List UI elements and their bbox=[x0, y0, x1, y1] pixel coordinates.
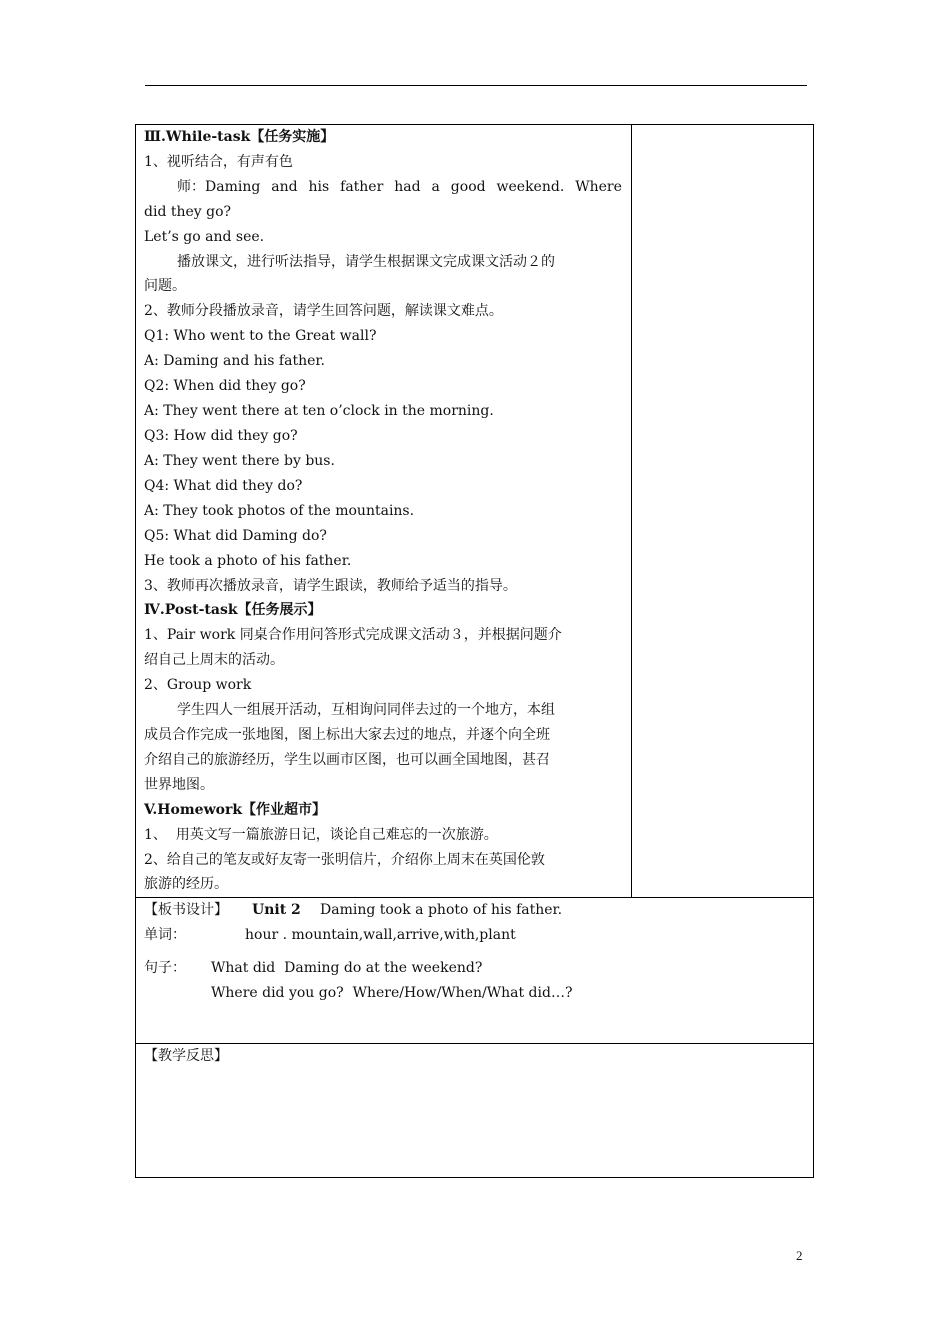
while-task-line: 播放课文，进行听法指导，请学生根据课文完成课文活动２的 bbox=[177, 254, 555, 270]
board-sentences-label: 句子： bbox=[144, 960, 186, 976]
board-words-label: 单词： bbox=[144, 927, 186, 943]
answer-line: A: They took photos of the mountains. bbox=[144, 503, 415, 519]
question-line: Q1: Who went to the Great wall? bbox=[144, 328, 377, 344]
board-title: Daming took a photo of his father. bbox=[320, 902, 563, 918]
post-task-line: 成员合作完成一张地图，图上标出大家去过的地点，并逐个向全班 bbox=[144, 727, 550, 743]
while-task-line: did they go? bbox=[144, 204, 232, 220]
word: Where bbox=[575, 179, 622, 195]
while-task-line bbox=[177, 177, 622, 197]
question-line: Q5: What did Daming do? bbox=[144, 528, 327, 544]
word: weekend. bbox=[496, 179, 565, 195]
page-number: 2 bbox=[796, 1248, 803, 1263]
while-task-heading: Ⅲ.While-task【任务实施】 bbox=[144, 129, 335, 145]
while-task-line: Let’s go and see. bbox=[144, 229, 265, 245]
while-task-line: 1、视听结合，有声有色 bbox=[144, 154, 293, 170]
board-sentence: Where did you go? Where/How/When/What did…? bbox=[211, 985, 573, 1001]
answer-line: A: They went there by bus. bbox=[144, 453, 335, 469]
while-task-line: 2、教师分段播放录音，请学生回答问题，解读课文难点。 bbox=[144, 303, 503, 319]
post-task-line: 2、Group work bbox=[144, 677, 252, 693]
post-task-heading: Ⅳ.Post-task【任务展示】 bbox=[144, 602, 322, 618]
board-label: 【板书设计】 bbox=[144, 902, 228, 918]
word: a bbox=[431, 179, 440, 195]
header-rule bbox=[145, 85, 807, 86]
post-task-line: 世界地图。 bbox=[144, 777, 214, 793]
answer-line: He took a photo of his father. bbox=[144, 553, 352, 569]
post-task-line: 绍自己上周末的活动。 bbox=[144, 652, 284, 668]
board-words: hour . mountain,wall,arrive,with,plant bbox=[245, 927, 516, 943]
board-sentence: What did Daming do at the weekend? bbox=[211, 960, 483, 976]
answer-line: A: Daming and his father. bbox=[144, 353, 325, 369]
post-task-line: 介绍自己的旅游经历，学生以画市区图，也可以画全国地图，甚召 bbox=[144, 752, 550, 768]
homework-line: 2、给自己的笔友或好友寄一张明信片，介绍你上周末在英国伦敦 bbox=[144, 852, 545, 868]
word: good bbox=[450, 179, 486, 195]
row-divider-board bbox=[135, 897, 814, 898]
row-divider-reflection bbox=[135, 1043, 814, 1044]
while-task-line: 3、教师再次播放录音，请学生跟读，教师给予适当的指导。 bbox=[144, 578, 517, 594]
answer-line: A: They went there at ten o’clock in the morning. bbox=[144, 403, 494, 419]
question-line: Q2: When did they go? bbox=[144, 378, 306, 394]
post-task-line: 1、Pair work 同桌合作用问答形式完成课文活动３，并根据问题介 bbox=[144, 627, 562, 643]
while-task-line: 问题。 bbox=[144, 278, 186, 294]
homework-line: 1、 用英文写一篇旅游日记，谈论自己难忘的一次旅游。 bbox=[144, 827, 498, 843]
word: father bbox=[340, 179, 384, 195]
word: had bbox=[394, 179, 421, 195]
column-divider bbox=[631, 124, 632, 897]
homework-line: 旅游的经历。 bbox=[144, 876, 228, 892]
board-unit: Unit 2 bbox=[252, 902, 301, 918]
question-line: Q4: What did they do? bbox=[144, 478, 303, 494]
reflection-label: 【教学反思】 bbox=[144, 1048, 228, 1064]
post-task-line: 学生四人一组展开活动，互相询问同伴去过的一个地方，本组 bbox=[177, 702, 555, 718]
question-line: Q3: How did they go? bbox=[144, 428, 298, 444]
homework-heading: V.Homework【作业超市】 bbox=[144, 802, 327, 818]
word: 师：Daming bbox=[177, 179, 261, 195]
word: his bbox=[308, 179, 330, 195]
word: and bbox=[271, 179, 298, 195]
